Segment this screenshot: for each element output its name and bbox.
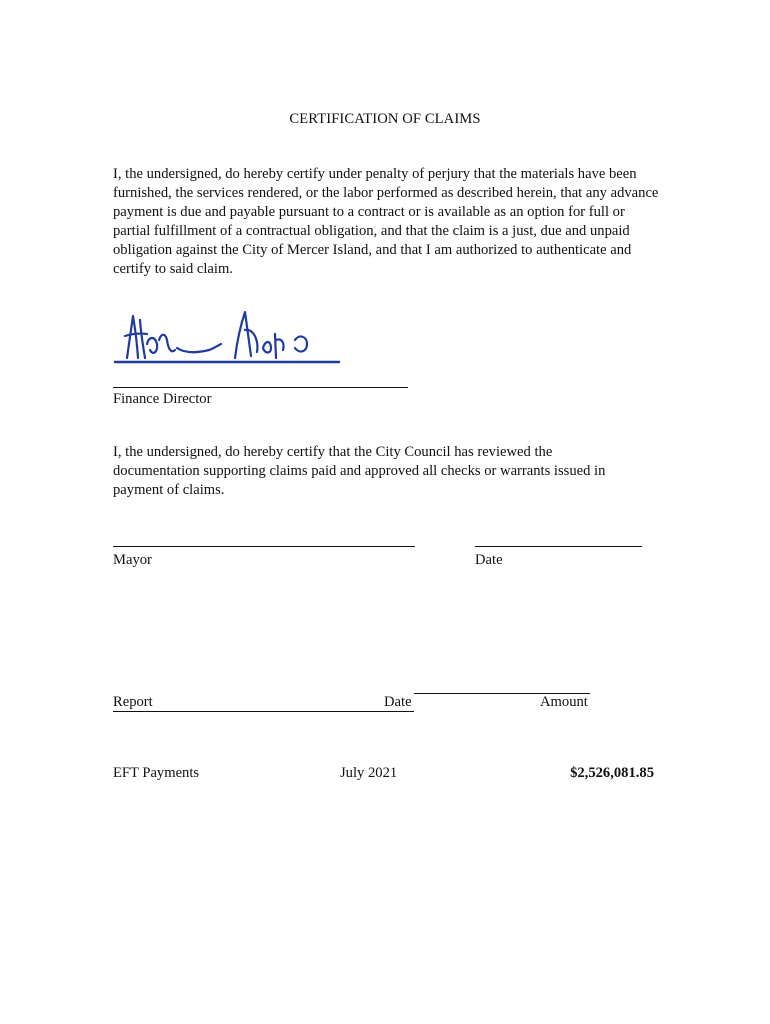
table-header-report (113, 693, 414, 712)
document-title: CERTIFICATION OF CLAIMS (289, 111, 481, 127)
finance-director-signature-line (113, 387, 408, 388)
date-label: Date (475, 552, 503, 568)
table-header-date: Date (384, 694, 412, 710)
mayor-signature-line (113, 546, 415, 547)
table-cell-report: EFT Payments (113, 765, 200, 781)
date-signature-line (475, 546, 642, 547)
mayor-label: Mayor (113, 552, 152, 568)
certification-paragraph: I, the undersigned, do hereby certify under penalty of perjury that the materials have been furnished, the services rendered, or the labor performed as described herein, that any advance payment is due and payable pursuant to a contract or is available as an option for full or partial fulfillment of a contractual obligation, and that the claim is a just, due and unpaid obligation against the City of Mercer Island, and that I am authorized to authenticate and certify to said claim. (113, 166, 659, 277)
table-cell-date: July 2021 (340, 765, 398, 781)
table-header-amount: Amount (540, 694, 588, 710)
table-header-report-text: Report (113, 694, 153, 710)
table-cell-amount: $2,526,081.85 (570, 765, 654, 781)
finance-director-signature (113, 300, 343, 368)
council-certification-paragraph: I, the undersigned, do hereby certify that the City Council has reviewed the documentation supporting claims paid and approved all checks or warrants issued in payment of claims. (113, 444, 606, 498)
finance-director-label: Finance Director (113, 391, 212, 407)
